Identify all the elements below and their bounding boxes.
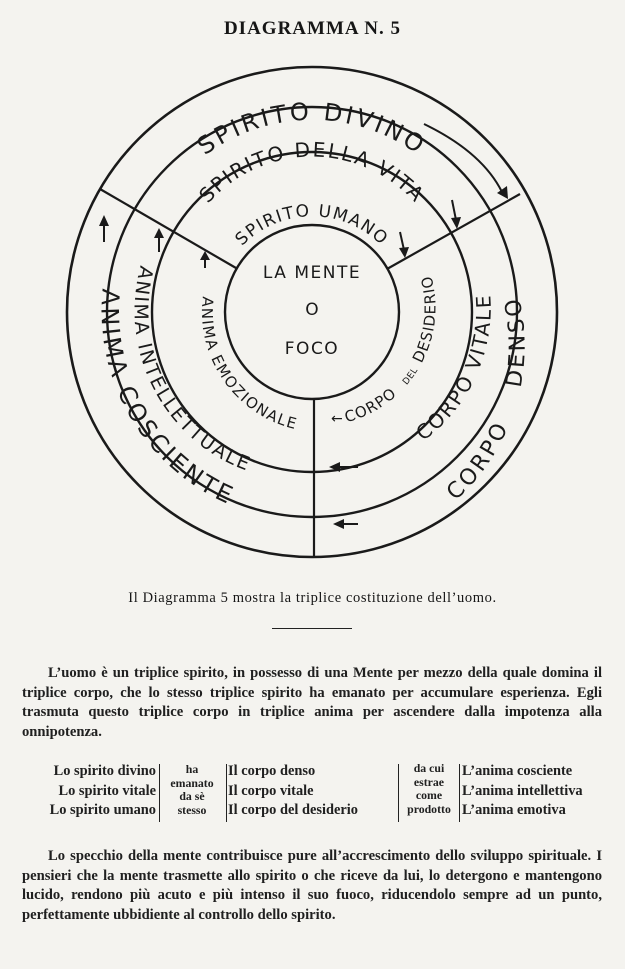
verb2-line-3: come [415, 788, 443, 802]
column-spirits [22, 762, 156, 821]
body-vital: Il corpo vitale [228, 782, 314, 799]
column-bodies [228, 762, 400, 821]
label-del-small: DEL [401, 365, 421, 388]
column-divider-1 [159, 764, 160, 822]
column-extracts [400, 762, 458, 816]
spirit-vital: Lo spirito vitale [58, 782, 156, 799]
arrow-mid-top-icon [452, 200, 456, 220]
verb1-line-2: emanato [170, 775, 214, 790]
verb1-line-3: da sè [179, 789, 205, 803]
center-o: O [305, 300, 319, 320]
column-souls [462, 762, 602, 821]
column-divider-4 [459, 764, 460, 822]
paragraph-2-text: Lo specchio della mente contribuisce pure all’accrescimento dello sviluppo spirituale. I pensieri che la mente trasmette allo spirito o che riceve da lui, lo detergono e mantengono lucido, rendono più acuto e più intenso il suo fuoco, riducendolo sempre ad un punto, perfettamente ubbidiente al controllo dello spirito. [22, 848, 602, 923]
label-spirito-divino: SPIRITO DIVINO [192, 97, 432, 161]
label-anima-intellettuale: ANIMA INTELLETTUALE [129, 264, 255, 476]
label-corpo-prefix: CORPO [342, 383, 401, 427]
arrow-outer-top-icon [424, 124, 502, 192]
verb2-line-2: estrae [413, 774, 445, 789]
label-denso: DENSO [499, 293, 531, 389]
body-desire: Il corpo del desiderio [228, 802, 358, 818]
label-spirito-della-vita: SPIRITO DELLA VITA [194, 137, 430, 208]
soul-conscious: L’anima cosciente [462, 763, 573, 779]
separator-rule [272, 628, 352, 629]
verb2-line-4: prodotto [407, 801, 451, 816]
paragraph-1-text: L’uomo è un triplice spirito, in possesso di una Mente per mezzo della quale domina il triplice corpo, che lo stesso triplice spirito ha emanato per accumulare esperienza. Egli trasmuta questo triplice corpo in triplice anima per ascendere dalla impotenza alla onnipotenza. [22, 665, 602, 740]
arrow-mid-left-head-icon [154, 228, 164, 238]
label-corpo-vitale: CORPO VITALE [411, 293, 496, 446]
soul-intellectual: L’anima intellettiva [462, 782, 583, 799]
body-dense: Il corpo denso [228, 763, 316, 779]
verb1-line-1: ha [185, 762, 199, 776]
soul-emotional: L’anima emotiva [462, 802, 566, 818]
label-corpo-outer: CORPO [442, 417, 515, 506]
arrow-outer-top-head-icon [497, 186, 508, 199]
spirit-human: Lo spirito umano [49, 802, 156, 818]
arrow-inner-top-icon [400, 232, 404, 250]
verb1-line-4: stesso [177, 802, 207, 817]
label-anima-emozionale: ANIMA EMOZIONALE [197, 295, 300, 434]
center-la-mente: LA MENTE [262, 263, 362, 283]
label-spirito-umano: SPIRITO UMANO [231, 201, 393, 250]
column-divider-3 [398, 764, 399, 822]
diagram-caption: Il Diagramma 5 mostra la triplice costituzione dell’uomo. [128, 590, 497, 606]
center-foco: FOCO [284, 339, 340, 359]
paragraph-mind-mirror [22, 847, 602, 925]
label-desiderio: DESIDERIO [408, 273, 440, 366]
paragraph-triple-spirit [22, 664, 602, 742]
flow-arrows [99, 124, 508, 529]
arrow-outer-left-head-icon [99, 215, 109, 226]
column-emanated [161, 762, 223, 817]
arrow-outer-bottom-head-icon [333, 519, 344, 529]
spirit-divine: Lo spirito divino [53, 763, 156, 779]
label-anima-cosciente: ANIMA COSCIENTE [95, 288, 240, 511]
triple-constitution-diagram [42, 52, 582, 582]
column-divider-2 [226, 764, 227, 822]
verb2-line-1: da cui [413, 761, 445, 775]
diagram-title: DIAGRAMMA N. 5 [223, 18, 402, 39]
arrow-corpo-desiderio-icon: ← [331, 411, 343, 427]
